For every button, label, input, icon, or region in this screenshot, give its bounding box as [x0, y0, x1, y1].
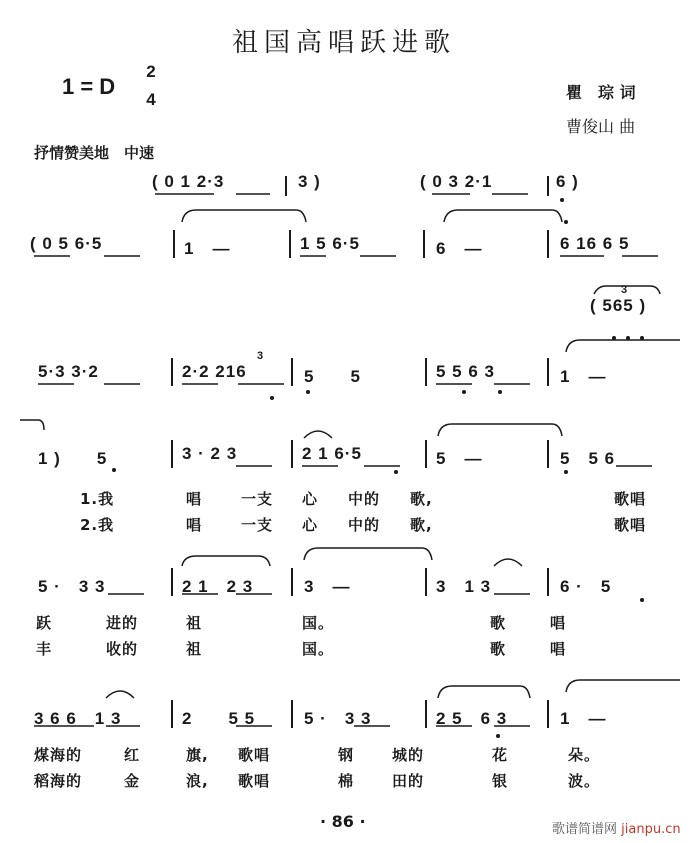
tempo-marking: 抒情赞美地 中速	[34, 144, 155, 162]
measure-notes: 6 —	[436, 239, 483, 258]
measure-notes: 3 —	[304, 577, 351, 596]
lyric: 唱	[186, 490, 203, 508]
measure-notes: 1 —	[560, 709, 607, 728]
measure-notes: 3 · 2 3	[182, 444, 238, 463]
measure-notes: 5 —	[436, 449, 483, 468]
lyric: 国。	[302, 640, 335, 658]
lyric: 歌	[490, 614, 507, 632]
lyric: 2.我	[80, 516, 115, 534]
triplet-mark: 3	[257, 350, 265, 362]
measure-notes: 5 · 3 3	[304, 709, 372, 728]
measure-notes: 6 16 6 5	[560, 234, 630, 253]
measure-notes: 2 5 5	[182, 709, 256, 728]
lyric: 一支	[241, 516, 274, 534]
watermark-site: 歌谱简谱网	[552, 822, 618, 837]
measure-notes: 3 1 3	[436, 577, 492, 596]
lyric: 歌	[490, 640, 507, 658]
lyric: 歌唱	[614, 490, 647, 508]
measure-notes: 2·2 216	[182, 362, 247, 381]
meter-bottom: 4	[146, 90, 156, 109]
measure-notes: 5 5 6 3	[436, 362, 495, 381]
slurs	[20, 210, 680, 698]
lyric: 国。	[302, 614, 335, 632]
lyric: 银	[492, 772, 509, 790]
measure-notes: 3 6 6 1 3	[34, 709, 122, 728]
lyric: 钢	[338, 746, 355, 764]
lyric: 田的	[392, 772, 425, 790]
eighth-underlines	[34, 194, 658, 726]
measure-notes: 2 1 6·5	[302, 444, 362, 463]
triplet-mark: 3	[621, 284, 629, 296]
measure-notes: 1 ) 5	[38, 449, 108, 468]
measure-notes: 5 5	[304, 367, 361, 386]
measure-notes: 1 5 6·5	[300, 234, 360, 253]
lyric: 城的	[392, 746, 425, 764]
meter-top: 2	[146, 62, 156, 81]
lyricist-credit: 瞿 琮 词	[566, 83, 636, 102]
note-group: ( 565 )	[590, 296, 647, 315]
measure-notes: 5·3 3·2	[38, 362, 99, 381]
lyric: 波。	[568, 772, 601, 790]
lyric: 唱	[550, 614, 567, 632]
measure-notes: ( 0 5 6·5	[30, 234, 103, 253]
note-group: ( 0 3 2·1	[420, 172, 493, 191]
lyric: 一支	[241, 490, 274, 508]
measure-notes: 1 —	[560, 367, 607, 386]
lyric: 歌,	[410, 516, 433, 534]
lyric: 花	[492, 746, 509, 764]
lyric: 祖	[186, 640, 203, 658]
lyric: 跃	[36, 614, 53, 632]
lyric: 朵。	[568, 746, 601, 764]
bar-lines	[172, 176, 548, 728]
measure-notes: 5 · 3 3	[38, 577, 106, 596]
lyric: 煤海的	[34, 746, 83, 764]
lyric: 1.我	[80, 490, 115, 508]
lyric: 歌唱	[614, 516, 647, 534]
measure-notes: 2 5 6 3	[436, 709, 508, 728]
page-number: · 86 ·	[320, 812, 366, 831]
measure-notes: 2 1 2 3	[182, 577, 254, 596]
lyric: 丰	[36, 640, 53, 658]
lyric: 祖	[186, 614, 203, 632]
lyric: 金	[124, 772, 141, 790]
lyric: 红	[124, 746, 141, 764]
note-group: ( 0 1 2·3	[152, 172, 225, 191]
lyric: 收的	[106, 640, 139, 658]
lyric: 心	[302, 490, 319, 508]
lyric: 歌,	[410, 490, 433, 508]
lyric: 稻海的	[34, 772, 83, 790]
measure-notes: 1 —	[184, 239, 231, 258]
lyric: 歌唱	[238, 746, 271, 764]
watermark-url: jianpu.cn	[621, 822, 681, 837]
note-group: 6 )	[556, 172, 579, 191]
lyric: 歌唱	[238, 772, 271, 790]
measure-notes: 5 5 6	[560, 449, 616, 468]
octave-dots	[112, 198, 647, 738]
lyric: 心	[302, 516, 319, 534]
lyric: 唱	[550, 640, 567, 658]
measure-notes: 6 · 5	[560, 577, 612, 596]
note-group: 3 )	[298, 172, 321, 191]
song-title: 祖国高唱跃进歌	[232, 28, 457, 58]
composer-credit: 曹俊山 曲	[566, 117, 636, 136]
lyric: 唱	[186, 516, 203, 534]
key-signature: 1 = D	[62, 74, 116, 99]
lyric: 中的	[348, 516, 381, 534]
lyric: 浪,	[186, 772, 209, 790]
lyric: 旗,	[186, 746, 209, 764]
lyric: 棉	[338, 772, 355, 790]
lyric: 进的	[106, 614, 139, 632]
lyric: 中的	[348, 490, 381, 508]
